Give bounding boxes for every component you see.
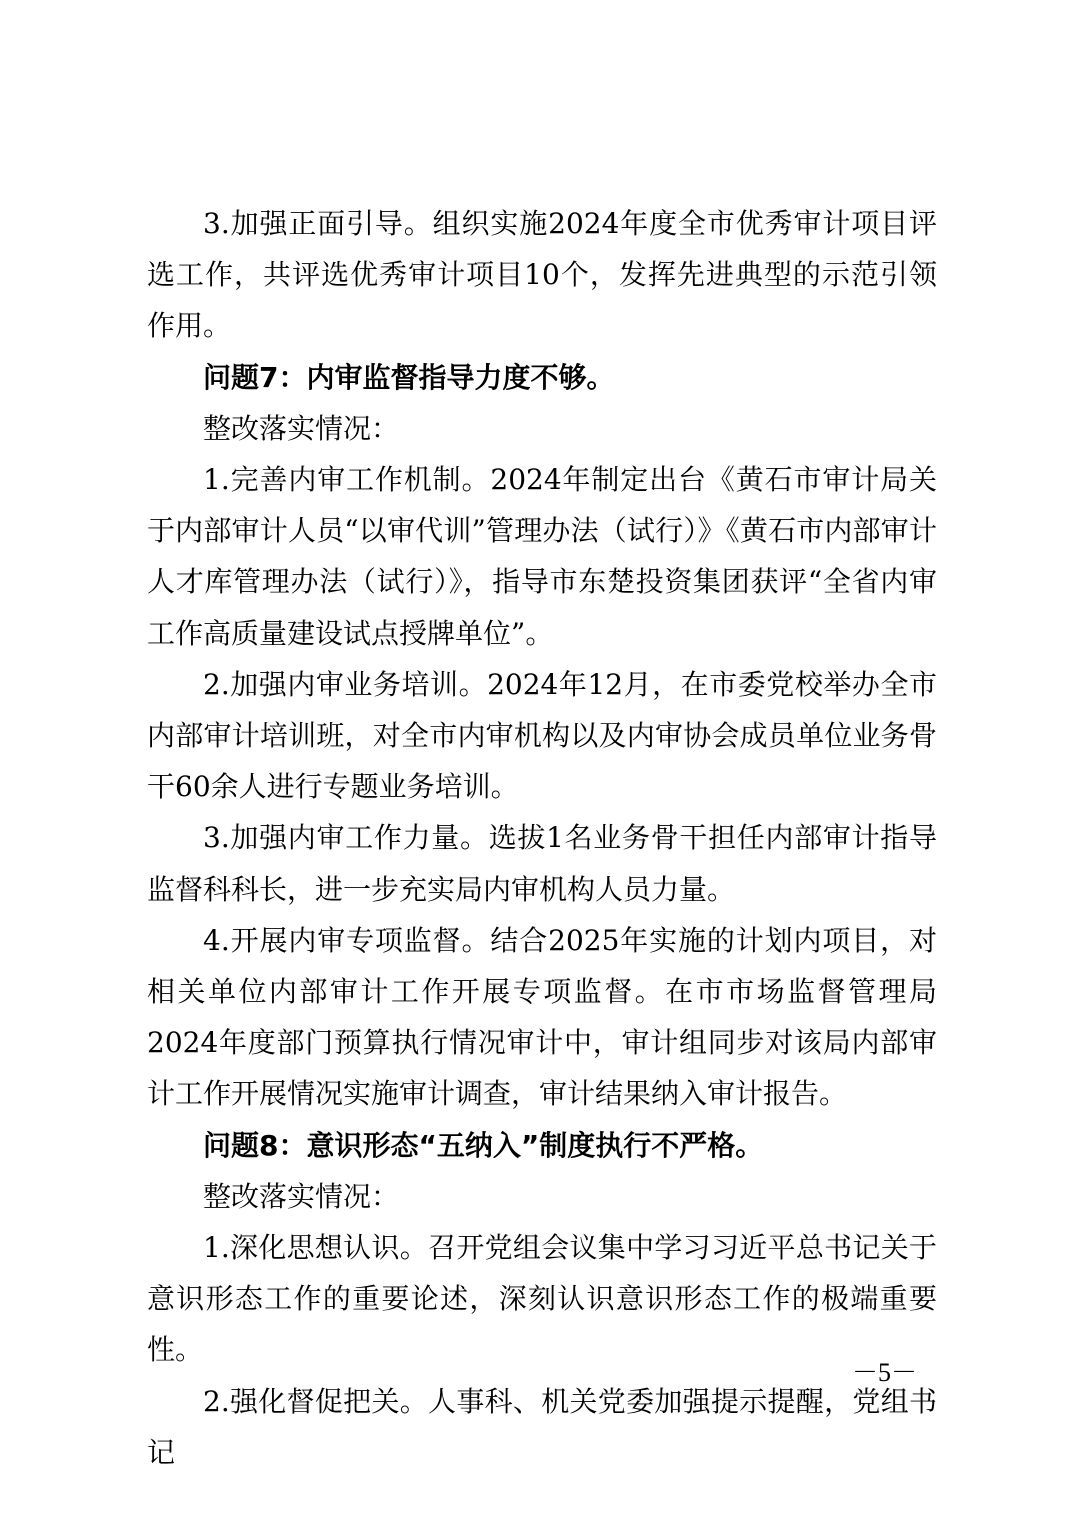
rectification-label: 整改落实情况： [203,411,400,445]
paragraph-item-3-positive-guidance: 3.加强正面引导。组织实施2024年度全市优秀审计项目评选工作，共评选优秀审计项目10个，发挥先进典型的示范引领作用。 [147,207,937,343]
paragraph-item-2-training: 2.加强内审业务培训。2024年12月，在市委党校举办全市内部审计培训班，对全市内审机构以及内审协会成员单位业务骨干60余人进行专题业务培训。 [147,667,937,804]
issue-8-heading: 问题8：意识形态“五纳入”制度执行不严格。 [203,1128,764,1162]
paragraph-item-1-internal-audit-mechanism: 1.完善内审工作机制。2024年制定出台《黄石市审计局关于内部审计人员“以审代训”管理办法（试行）》《黄石市内部审计人才库管理办法（试行）》，指导市东楚投资集团获评“全省内审工作高质量建设试点授牌单位”。 [147,463,937,650]
paragraph-item-2-supervision: 2.强化督促把关。人事科、机关党委加强提示提醒，党组书记 [147,1384,937,1469]
issue-7-heading: 问题7：内审监督指导力度不够。 [203,360,615,394]
rectification-label: 整改落实情况： [203,1179,400,1213]
paragraph-item-4-special-supervision: 4.开展内审专项监督。结合2025年实施的计划内项目，对相关单位内部审计工作开展专项监督。在市市场监督管理局2024年度部门预算执行情况审计中，审计组同步对该局内部审计工作开展情况实施审计调查，审计结果纳入审计报告。 [147,923,937,1111]
page-number: －5－ [852,1358,918,1387]
paragraph-item-1-awareness: 1.深化思想认识。召开党组会议集中学习习近平总书记关于意识形态工作的重要论述，深刻认识意识形态工作的极端重要性。 [147,1231,937,1367]
paragraph-item-3-workforce: 3.加强内审工作力量。选拔1名业务骨干担任内部审计指导监督科科长，进一步充实局内审机构人员力量。 [147,821,937,906]
document-body [147,198,937,1478]
